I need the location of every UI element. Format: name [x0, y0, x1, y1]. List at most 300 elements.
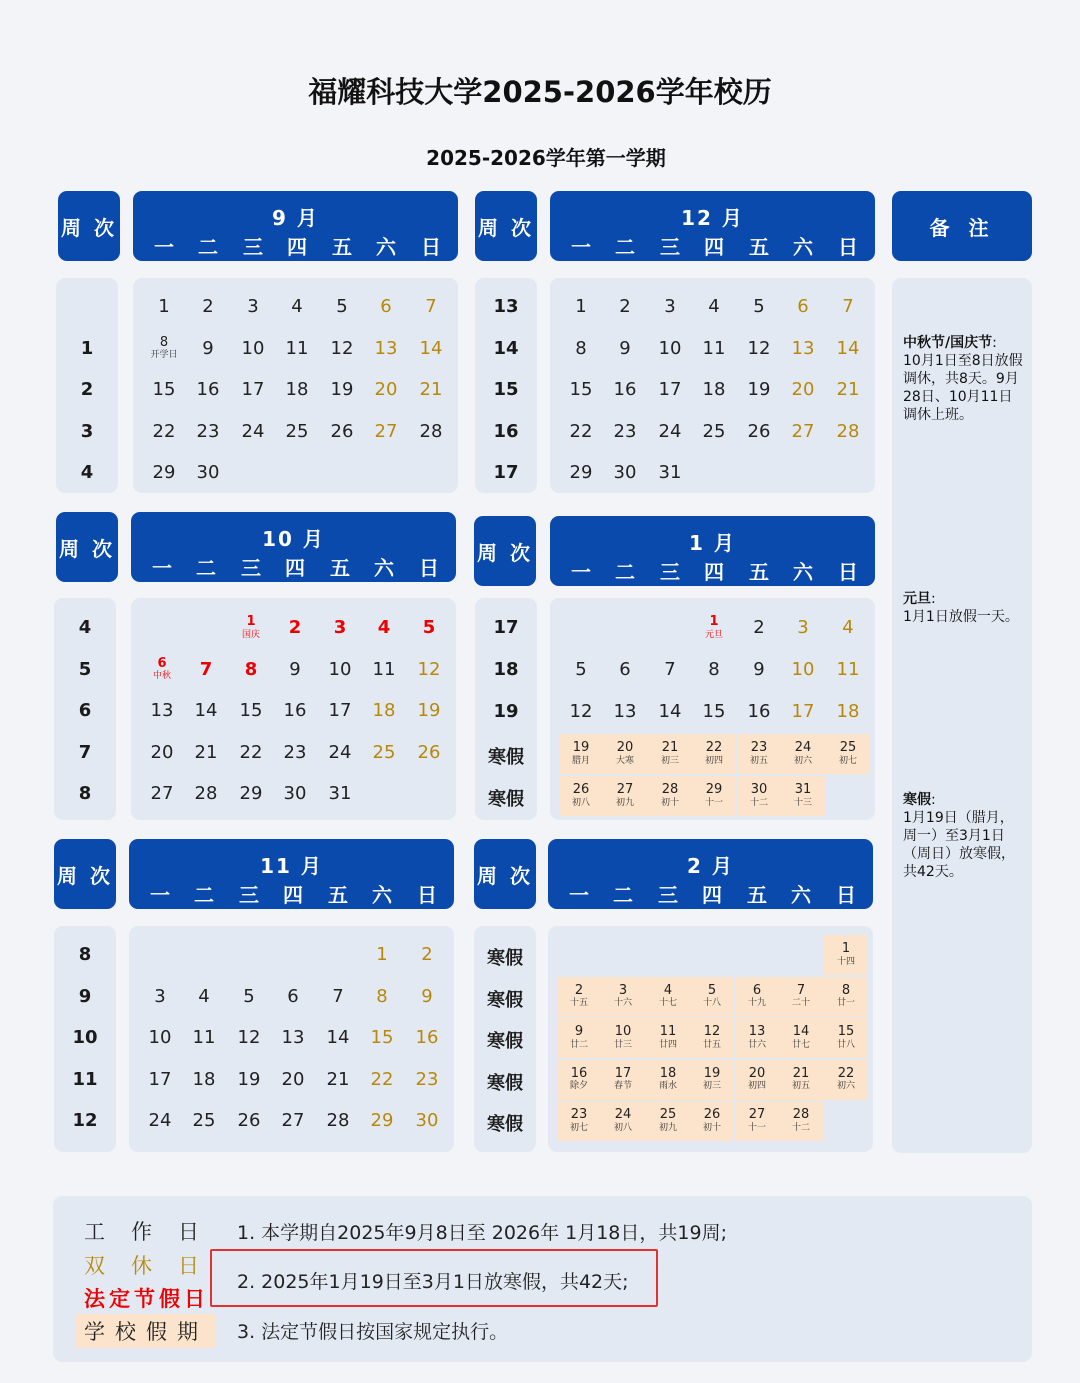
day-number: 14 [194, 700, 218, 722]
weekday-label: 一 [571, 235, 591, 259]
day-cell [142, 453, 186, 493]
day-cell [824, 977, 868, 1017]
day-number: 14 [419, 337, 443, 359]
day-cell [138, 1101, 182, 1141]
day-annotation: 十一 [747, 1122, 766, 1133]
day-cell [186, 453, 230, 493]
day-cell [184, 691, 228, 731]
day-cell [275, 287, 319, 327]
day-number: 25 [702, 420, 726, 442]
day-annotation: 十一 [704, 797, 723, 808]
week-number: 17 [493, 617, 519, 638]
day-number: 22 [705, 740, 723, 756]
day-cell [271, 1060, 315, 1100]
day-number: 7 [332, 985, 344, 1007]
day-number: 16 [747, 701, 771, 723]
day-annotation: 初六 [793, 755, 812, 766]
weekday-label: 四 [704, 235, 724, 259]
week-number-panel [474, 926, 536, 1152]
week-number: 寒假 [487, 1031, 523, 1052]
day-annotation: 初五 [749, 755, 768, 766]
day-annotation: 十五 [569, 998, 588, 1009]
day-cell [318, 733, 362, 773]
legend-panel [53, 1196, 1032, 1362]
day-number: 12 [747, 337, 771, 359]
day-cell [557, 1060, 601, 1100]
week-number: 4 [80, 462, 94, 483]
day-number: 27 [748, 1107, 766, 1123]
day-number: 20 [374, 379, 398, 401]
day-annotation: 初十 [702, 1122, 721, 1133]
day-cell [559, 453, 603, 493]
remark-national-day: 中秋节/国庆节: 10月1日至8日放假调休，共8天。9月28日、10月11日调休上班。 [903, 334, 1025, 424]
day-annotation: 大寒 [615, 755, 634, 766]
day-cell [140, 774, 184, 814]
day-number: 24 [241, 420, 265, 442]
days-panel [550, 598, 875, 820]
day-number: 6 [157, 655, 167, 671]
day-number: 3 [154, 985, 166, 1007]
weekday-label: 三 [660, 560, 680, 584]
day-annotation: 腊月 [571, 755, 590, 766]
day-cell [273, 650, 317, 690]
day-number: 3 [797, 617, 809, 639]
weekday-label: 日 [838, 560, 858, 584]
day-number: 13 [748, 1024, 766, 1040]
day-cell [559, 650, 603, 690]
day-cell [603, 453, 647, 493]
day-cell [409, 287, 453, 327]
day-number: 17 [328, 700, 352, 722]
day-number: 10 [614, 1024, 632, 1040]
day-number: 6 [380, 296, 392, 318]
day-cell [186, 370, 230, 410]
day-cell [407, 733, 451, 773]
day-cell [826, 412, 870, 452]
day-number: 27 [374, 420, 398, 442]
day-cell [601, 1101, 645, 1141]
day-cell [557, 1101, 601, 1141]
day-number: 18 [285, 379, 309, 401]
day-cell [362, 691, 406, 731]
weekday-label: 日 [836, 883, 856, 907]
day-cell [737, 650, 781, 690]
day-cell [409, 370, 453, 410]
day-number: 7 [199, 658, 213, 680]
day-cell [779, 977, 823, 1017]
day-number: 1 [376, 944, 388, 966]
day-number: 15 [239, 700, 263, 722]
weekday-label: 四 [287, 235, 307, 259]
day-cell [781, 776, 825, 816]
weekday-label: 二 [196, 556, 216, 580]
day-number: 5 [336, 296, 348, 318]
weekday-label: 日 [417, 883, 437, 907]
day-number: 20 [150, 741, 174, 763]
legend-school-vacation: 学校假期 [76, 1314, 216, 1348]
day-number: 14 [792, 1024, 810, 1040]
day-cell [273, 691, 317, 731]
day-number: 9 [574, 1024, 584, 1040]
day-cell [826, 287, 870, 327]
day-annotation: 元旦 [704, 629, 723, 640]
day-cell [142, 370, 186, 410]
day-cell [275, 329, 319, 369]
day-cell [140, 691, 184, 731]
day-annotation: 十三 [793, 797, 812, 808]
day-number: 12 [569, 701, 593, 723]
day-number: 25 [285, 420, 309, 442]
day-number: 19 [417, 700, 441, 722]
day-annotation: 除夕 [569, 1081, 588, 1092]
day-cell [364, 412, 408, 452]
month-name: 1 月 [689, 531, 736, 555]
day-cell [601, 1060, 645, 1100]
day-number: 1 [709, 614, 719, 630]
day-cell [603, 692, 647, 732]
month-header [550, 191, 875, 261]
weekday-label: 一 [154, 235, 174, 259]
day-number: 2 [753, 617, 765, 639]
day-cell [603, 776, 647, 816]
day-cell [362, 650, 406, 690]
day-number: 4 [708, 296, 720, 318]
day-cell [781, 329, 825, 369]
weekday-label: 二 [198, 235, 218, 259]
day-number: 19 [237, 1068, 261, 1090]
day-cell [229, 691, 273, 731]
weekday-label: 四 [283, 883, 303, 907]
day-cell [737, 412, 781, 452]
day-cell [364, 370, 408, 410]
day-cell [559, 412, 603, 452]
day-cell [826, 329, 870, 369]
day-number: 24 [148, 1110, 172, 1132]
day-annotation: 十九 [747, 998, 766, 1009]
day-number: 4 [842, 617, 854, 639]
day-number: 15 [569, 379, 593, 401]
day-number: 4 [663, 982, 673, 998]
week-number: 14 [493, 337, 519, 359]
day-cell [231, 287, 275, 327]
day-cell [601, 977, 645, 1017]
day-cell [646, 1018, 690, 1058]
day-number: 1 [575, 296, 587, 318]
day-cell [316, 1060, 360, 1100]
month-name: 2 月 [687, 854, 734, 878]
day-number: 19 [572, 740, 590, 756]
day-cell [405, 1101, 449, 1141]
day-number: 30 [415, 1110, 439, 1132]
day-annotation: 初十 [660, 797, 679, 808]
day-number: 19 [330, 379, 354, 401]
week-number: 1 [80, 337, 94, 359]
day-number: 29 [705, 782, 723, 798]
weekday-label: 五 [747, 883, 767, 907]
day-number: 5 [575, 659, 587, 681]
day-cell [648, 734, 692, 774]
day-cell [231, 329, 275, 369]
day-number: 28 [194, 783, 218, 805]
day-cell [692, 650, 736, 690]
week-number: 17 [493, 462, 519, 483]
day-cell [320, 412, 364, 452]
day-number: 9 [202, 337, 214, 359]
week-number-panel [54, 926, 116, 1152]
day-number: 17 [791, 701, 815, 723]
day-number: 12 [417, 658, 441, 680]
day-cell [407, 608, 451, 648]
day-number: 15 [152, 379, 176, 401]
day-cell [557, 977, 601, 1017]
days-panel [129, 926, 454, 1152]
day-number: 20 [748, 1065, 766, 1081]
day-number: 5 [422, 617, 436, 639]
day-cell [407, 650, 451, 690]
semester-title: 2025-2026学年第一学期 [426, 146, 666, 170]
day-cell [781, 370, 825, 410]
day-cell [275, 412, 319, 452]
day-number: 13 [613, 701, 637, 723]
day-number: 17 [148, 1068, 172, 1090]
day-cell [826, 650, 870, 690]
day-cell [603, 287, 647, 327]
day-annotation: 开学日 [150, 350, 178, 361]
day-number: 1 [158, 296, 170, 318]
day-number: 17 [658, 379, 682, 401]
week-number: 10 [72, 1027, 98, 1048]
highlight-box [210, 1249, 658, 1307]
weekday-label: 四 [702, 883, 722, 907]
week-number: 2 [80, 379, 94, 400]
week-number: 11 [72, 1068, 98, 1090]
day-annotation: 廿八 [836, 1039, 855, 1050]
day-cell [781, 734, 825, 774]
day-cell [271, 1101, 315, 1141]
day-annotation: 十六 [613, 998, 632, 1009]
day-number: 14 [326, 1027, 350, 1049]
day-annotation: 十二 [791, 1122, 810, 1133]
legend-note-2: 2. 2025年1月19日至3月1日放寒假，共42天; [237, 1271, 629, 1293]
day-cell [316, 1101, 360, 1141]
day-number: 29 [569, 462, 593, 484]
week-number: 寒假 [487, 1072, 523, 1094]
day-number: 25 [659, 1107, 677, 1123]
day-number: 4 [377, 617, 391, 639]
day-cell [142, 412, 186, 452]
day-cell [648, 412, 692, 452]
day-annotation: 廿三 [613, 1039, 632, 1050]
day-cell [603, 412, 647, 452]
day-cell [182, 1060, 226, 1100]
weekday-label: 二 [613, 883, 633, 907]
days-panel [133, 278, 458, 493]
day-cell [229, 650, 273, 690]
day-cell [735, 977, 779, 1017]
day-cell [692, 692, 736, 732]
day-annotation: 初三 [660, 755, 679, 766]
day-number: 11 [836, 659, 860, 681]
day-cell [646, 977, 690, 1017]
day-cell [364, 329, 408, 369]
weekday-label: 日 [419, 556, 439, 580]
day-cell [186, 287, 230, 327]
day-number: 25 [192, 1110, 216, 1132]
day-cell [271, 1018, 315, 1058]
day-cell [648, 692, 692, 732]
day-number: 9 [289, 658, 301, 680]
day-annotation: 十七 [658, 998, 677, 1009]
day-cell [227, 1018, 271, 1058]
weekday-label: 六 [793, 560, 813, 584]
day-cell [690, 1101, 734, 1141]
day-cell [275, 370, 319, 410]
day-number: 22 [837, 1065, 855, 1081]
day-number: 1 [841, 941, 851, 957]
day-annotation: 初四 [747, 1081, 766, 1092]
day-cell [735, 1060, 779, 1100]
day-number: 16 [570, 1065, 588, 1081]
day-number: 10 [148, 1027, 172, 1049]
day-cell [781, 650, 825, 690]
day-cell [648, 453, 692, 493]
day-cell [405, 1060, 449, 1100]
day-number: 17 [614, 1065, 632, 1081]
day-number: 18 [659, 1065, 677, 1081]
day-number: 1 [246, 614, 256, 630]
day-cell [362, 733, 406, 773]
month-header [131, 512, 456, 582]
day-number: 8 [376, 985, 388, 1007]
day-number: 18 [836, 701, 860, 723]
day-number: 29 [239, 783, 263, 805]
day-cell [692, 412, 736, 452]
remarks-header: 备 注 [892, 191, 1032, 261]
weekday-label: 日 [838, 235, 858, 259]
day-number: 27 [616, 782, 634, 798]
day-cell [781, 412, 825, 452]
month-header [129, 839, 454, 909]
weekday-label: 三 [660, 235, 680, 259]
weekday-label: 一 [152, 556, 172, 580]
day-cell [824, 1018, 868, 1058]
week-column-header: 周 次 [58, 191, 120, 261]
day-number: 5 [243, 985, 255, 1007]
day-number: 6 [619, 659, 631, 681]
day-number: 16 [283, 700, 307, 722]
day-number: 4 [291, 296, 303, 318]
day-number: 3 [333, 617, 347, 639]
weekday-label: 四 [704, 560, 724, 584]
legend-note-3: 3. 法定节假日按国家规定执行。 [237, 1321, 509, 1343]
day-cell [692, 776, 736, 816]
day-number: 9 [753, 659, 765, 681]
day-cell [409, 329, 453, 369]
day-cell [737, 370, 781, 410]
day-number: 11 [372, 658, 396, 680]
day-cell [318, 608, 362, 648]
day-number: 28 [326, 1110, 350, 1132]
day-number: 25 [839, 740, 857, 756]
weekday-label: 三 [241, 556, 261, 580]
day-cell [138, 977, 182, 1017]
day-number: 23 [196, 420, 220, 442]
day-cell [781, 692, 825, 732]
day-annotation: 雨水 [658, 1081, 677, 1092]
day-annotation: 中秋 [152, 671, 171, 682]
day-number: 21 [792, 1065, 810, 1081]
day-annotation: 初五 [791, 1081, 810, 1092]
month-header [548, 839, 873, 909]
day-cell [318, 691, 362, 731]
day-cell [231, 412, 275, 452]
day-number: 3 [664, 296, 676, 318]
day-number: 30 [283, 783, 307, 805]
day-number: 8 [575, 337, 587, 359]
day-cell [737, 287, 781, 327]
weekday-label: 一 [569, 883, 589, 907]
day-number: 2 [421, 944, 433, 966]
day-cell [648, 287, 692, 327]
day-cell [142, 329, 186, 369]
remark-winter-break: 寒假: 1月19日（腊月，周一）至3月1日（周日）放寒假，共42天。 [903, 791, 1025, 881]
day-number: 19 [747, 379, 771, 401]
day-cell [140, 650, 184, 690]
week-number-panel [56, 278, 118, 493]
day-cell [316, 977, 360, 1017]
day-cell [138, 1060, 182, 1100]
day-cell [362, 608, 406, 648]
day-number: 30 [750, 782, 768, 798]
day-cell [407, 691, 451, 731]
day-cell [781, 608, 825, 648]
day-number: 24 [328, 741, 352, 763]
day-number: 15 [702, 701, 726, 723]
day-cell [781, 287, 825, 327]
weekday-label: 五 [332, 235, 352, 259]
remark-head: 元旦 [903, 591, 931, 607]
days-panel [550, 278, 875, 493]
week-number-panel [475, 278, 537, 493]
weekday-label: 五 [749, 560, 769, 584]
week-number: 12 [72, 1110, 98, 1131]
week-column-header: 周 次 [475, 191, 537, 261]
day-number: 17 [241, 379, 265, 401]
day-cell [737, 692, 781, 732]
week-number-panel [475, 598, 537, 820]
day-cell [231, 370, 275, 410]
day-cell [779, 1101, 823, 1141]
day-cell [405, 977, 449, 1017]
day-number: 14 [836, 337, 860, 359]
legend-workday: 工作日 [84, 1220, 225, 1244]
day-number: 18 [702, 379, 726, 401]
day-number: 24 [658, 420, 682, 442]
day-cell [360, 1060, 404, 1100]
week-number: 18 [493, 659, 519, 680]
remark-body: 1月1日放假一天。 [903, 609, 1019, 625]
month-name: 9 月 [272, 206, 319, 230]
week-number: 寒假 [487, 989, 523, 1011]
day-cell [227, 1060, 271, 1100]
day-number: 16 [415, 1027, 439, 1049]
day-cell [690, 1018, 734, 1058]
weekday-label: 六 [376, 235, 396, 259]
day-number: 22 [569, 420, 593, 442]
weekday-label: 一 [571, 560, 591, 584]
week-number: 19 [493, 701, 519, 722]
day-number: 23 [415, 1068, 439, 1090]
